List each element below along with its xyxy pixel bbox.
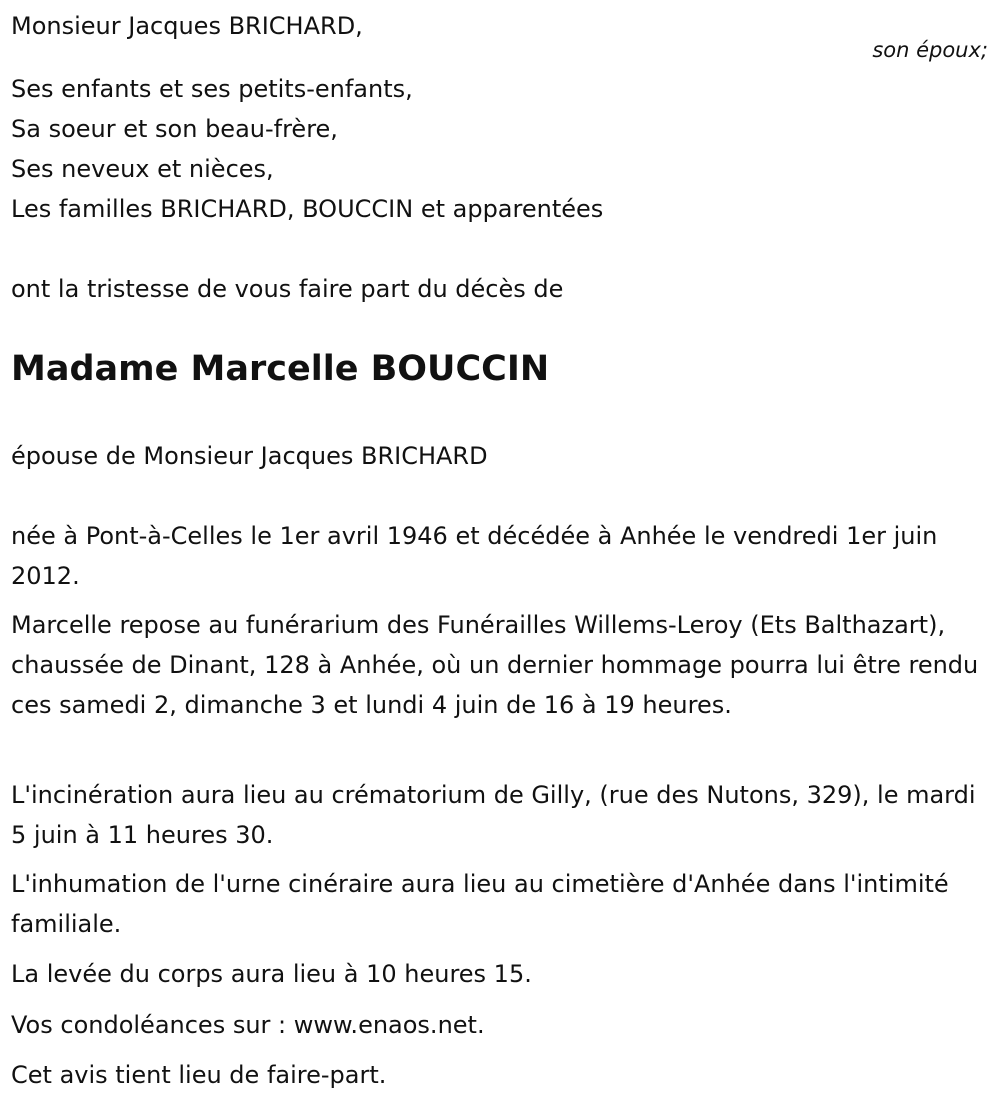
notice-paragraph: Cet avis tient lieu de faire-part.: [11, 1061, 387, 1089]
spouse-role: son époux;: [872, 38, 988, 62]
announcement-text: ont la tristesse de vous faire part du décès de: [11, 275, 564, 303]
deceased-name: Madame Marcelle BOUCCIN: [11, 349, 550, 389]
relation-text: épouse de Monsieur Jacques BRICHARD: [11, 442, 488, 470]
family-line: Ses neveux et nièces,: [11, 155, 274, 183]
condolences-paragraph: Vos condoléances sur : www.enaos.net.: [11, 1011, 485, 1039]
family-line: Les familles BRICHARD, BOUCCIN et apparentées: [11, 195, 604, 223]
family-line: Sa soeur et son beau-frère,: [11, 115, 338, 143]
cremation-paragraph: L'incinération aura lieu au crématorium de Gilly, (rue des Nutons, 329), le mardi 5 juin à 11 heures 30.: [11, 781, 976, 849]
funerarium-paragraph: Marcelle repose au funérarium des Funérailles Willems-Leroy (Ets Balthazart), chaussée de Dinant, 128 à Anhée, où un dernier hommage pourra lui être rendu ces samedi 2, dimanche 3 et lundi 4 juin de 16 à 19 heures.: [11, 611, 979, 719]
birth-death-paragraph: née à Pont-à-Celles le 1er avril 1946 et décédée à Anhée le vendredi 1er juin 2012.: [11, 522, 938, 590]
spouse-name: Monsieur Jacques BRICHARD,: [11, 12, 363, 40]
urn-paragraph: L'inhumation de l'urne cinéraire aura lieu au cimetière d'Anhée dans l'intimité familiale.: [11, 870, 949, 938]
body-removal-paragraph: La levée du corps aura lieu à 10 heures 15.: [11, 960, 532, 988]
family-line: Ses enfants et ses petits-enfants,: [11, 75, 413, 103]
